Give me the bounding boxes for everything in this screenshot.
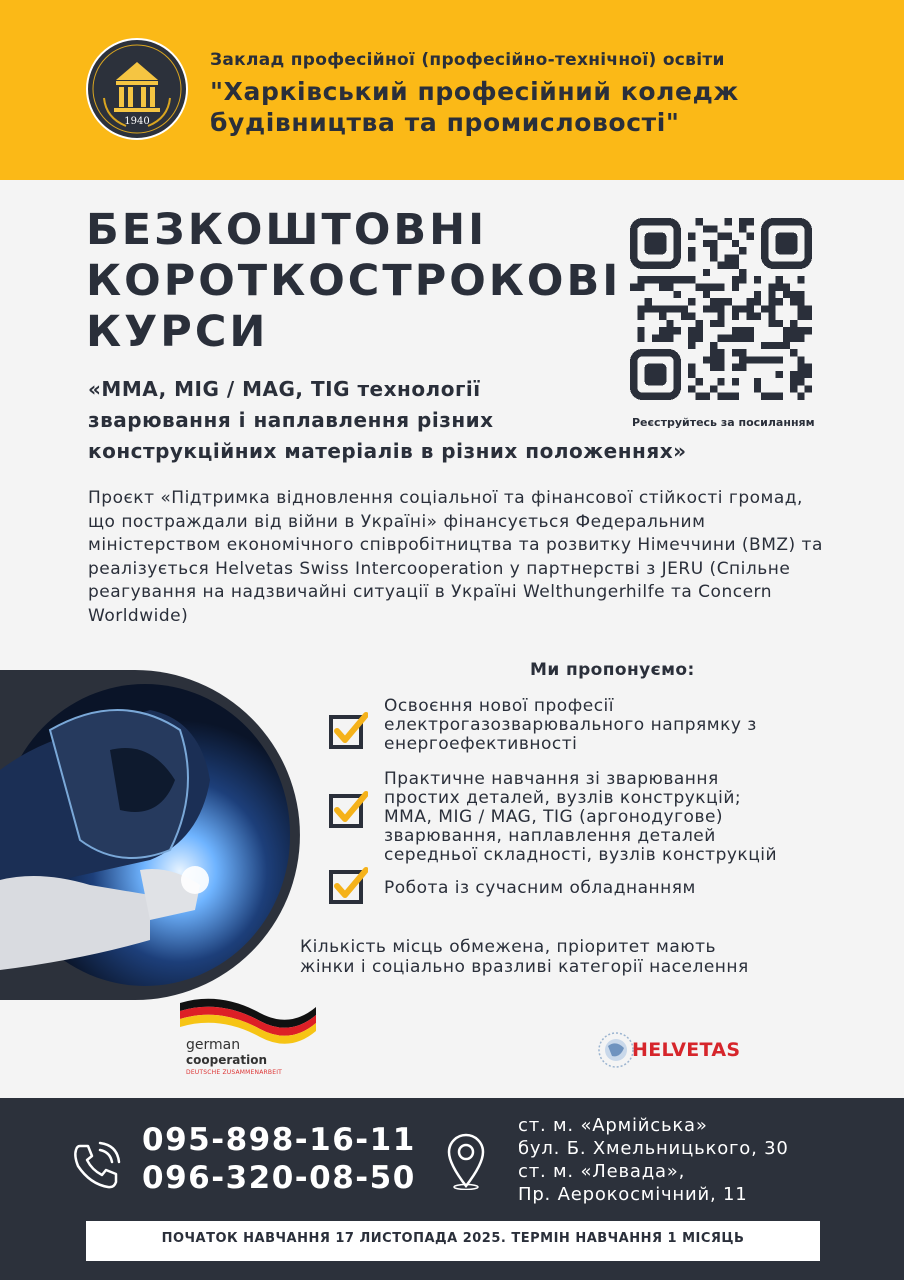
offer-item: Робота із сучасним обладнанням xyxy=(384,878,696,898)
institution-name-line: будівництва та промисловості" xyxy=(210,108,680,137)
qr-caption: Реєструйтесь за посиланням xyxy=(632,416,815,429)
globe-icon xyxy=(596,1030,636,1070)
german-cooperation-subtext: DEUTSCHE ZUSAMMENARBEIT xyxy=(186,1069,283,1076)
institution-type: Заклад професійної (професійно-технічної) освіти xyxy=(210,50,725,70)
college-logo-icon xyxy=(86,38,188,140)
checkbox-icon xyxy=(328,790,368,830)
offer-item: Практичне навчання зі зварювання простих деталей, вузлів конструкцій; MMA, MIG / MAG, TIG (аргонодугове) зварювання, наплавлення деталей середньої складності, вузлів конструкцій xyxy=(384,769,778,865)
offer-item: Освоєння нової професії електрогазозварювального напрямку з енергоефективності xyxy=(384,696,757,754)
title-line: БЕЗКОШТОВНІ xyxy=(86,205,488,255)
course-line: зварювання і наплавлення різних xyxy=(88,408,494,432)
page-title xyxy=(86,205,621,358)
checkbox-icon xyxy=(328,711,368,751)
title-line: КОРОТКОСТРОКОВІ xyxy=(86,256,622,306)
german-cooperation-text: cooperation xyxy=(186,1053,267,1067)
course-line: «MMA, MIG / MAG, TIG технології xyxy=(88,377,481,401)
course-line: конструкційних матеріалів в різних положеннях» xyxy=(88,439,687,463)
institution-name xyxy=(210,76,739,138)
qr-code-icon[interactable] xyxy=(630,218,812,400)
welder-photo xyxy=(0,670,300,1000)
title-line: КУРСИ xyxy=(86,307,269,357)
course-title xyxy=(88,374,687,467)
german-cooperation-text: german xyxy=(186,1037,241,1053)
address: ст. м. «Армійська» бул. Б. Хмельницького, 30 ст. м. «Левада», Пр. Аерокосмічний, 11 xyxy=(518,1115,789,1205)
logo-year: 1940 xyxy=(124,116,150,127)
helvetas-logo-text: HELVETAS xyxy=(632,1039,741,1061)
phone-number[interactable]: 095-898-16-11 xyxy=(142,1122,416,1158)
phone-icon xyxy=(70,1140,122,1192)
checkbox-icon xyxy=(328,866,368,906)
start-info-text: ПОЧАТОК НАВЧАННЯ 17 ЛИСТОПАДА 2025. ТЕРМІН НАВЧАННЯ 1 МІСЯЦЬ xyxy=(161,1231,745,1246)
project-description: Проєкт «Підтримка відновлення соціальної та фінансової стійкості громад, що постраждали від війни в Україні» фінансується Федеральним міністерством економічного співробітництва та розвитку Німеччини (BMZ) та реалізується Helvetas Swiss Intercooperation у партнерстві з JERU (Спільне реагування на надзвичайні ситуації в Україні Welthungerhilfe та Concern Worldwide) xyxy=(88,488,823,626)
offer-heading: Ми пропонуємо: xyxy=(530,660,695,680)
phone-number[interactable]: 096-320-08-50 xyxy=(142,1160,416,1196)
limited-places-note: Кількість місць обмежена, пріоритет мають жінки і соціально вразливі категорії населення xyxy=(300,937,749,977)
location-pin-icon xyxy=(443,1130,489,1190)
institution-name-line: "Харківський професійний коледж xyxy=(210,77,739,106)
